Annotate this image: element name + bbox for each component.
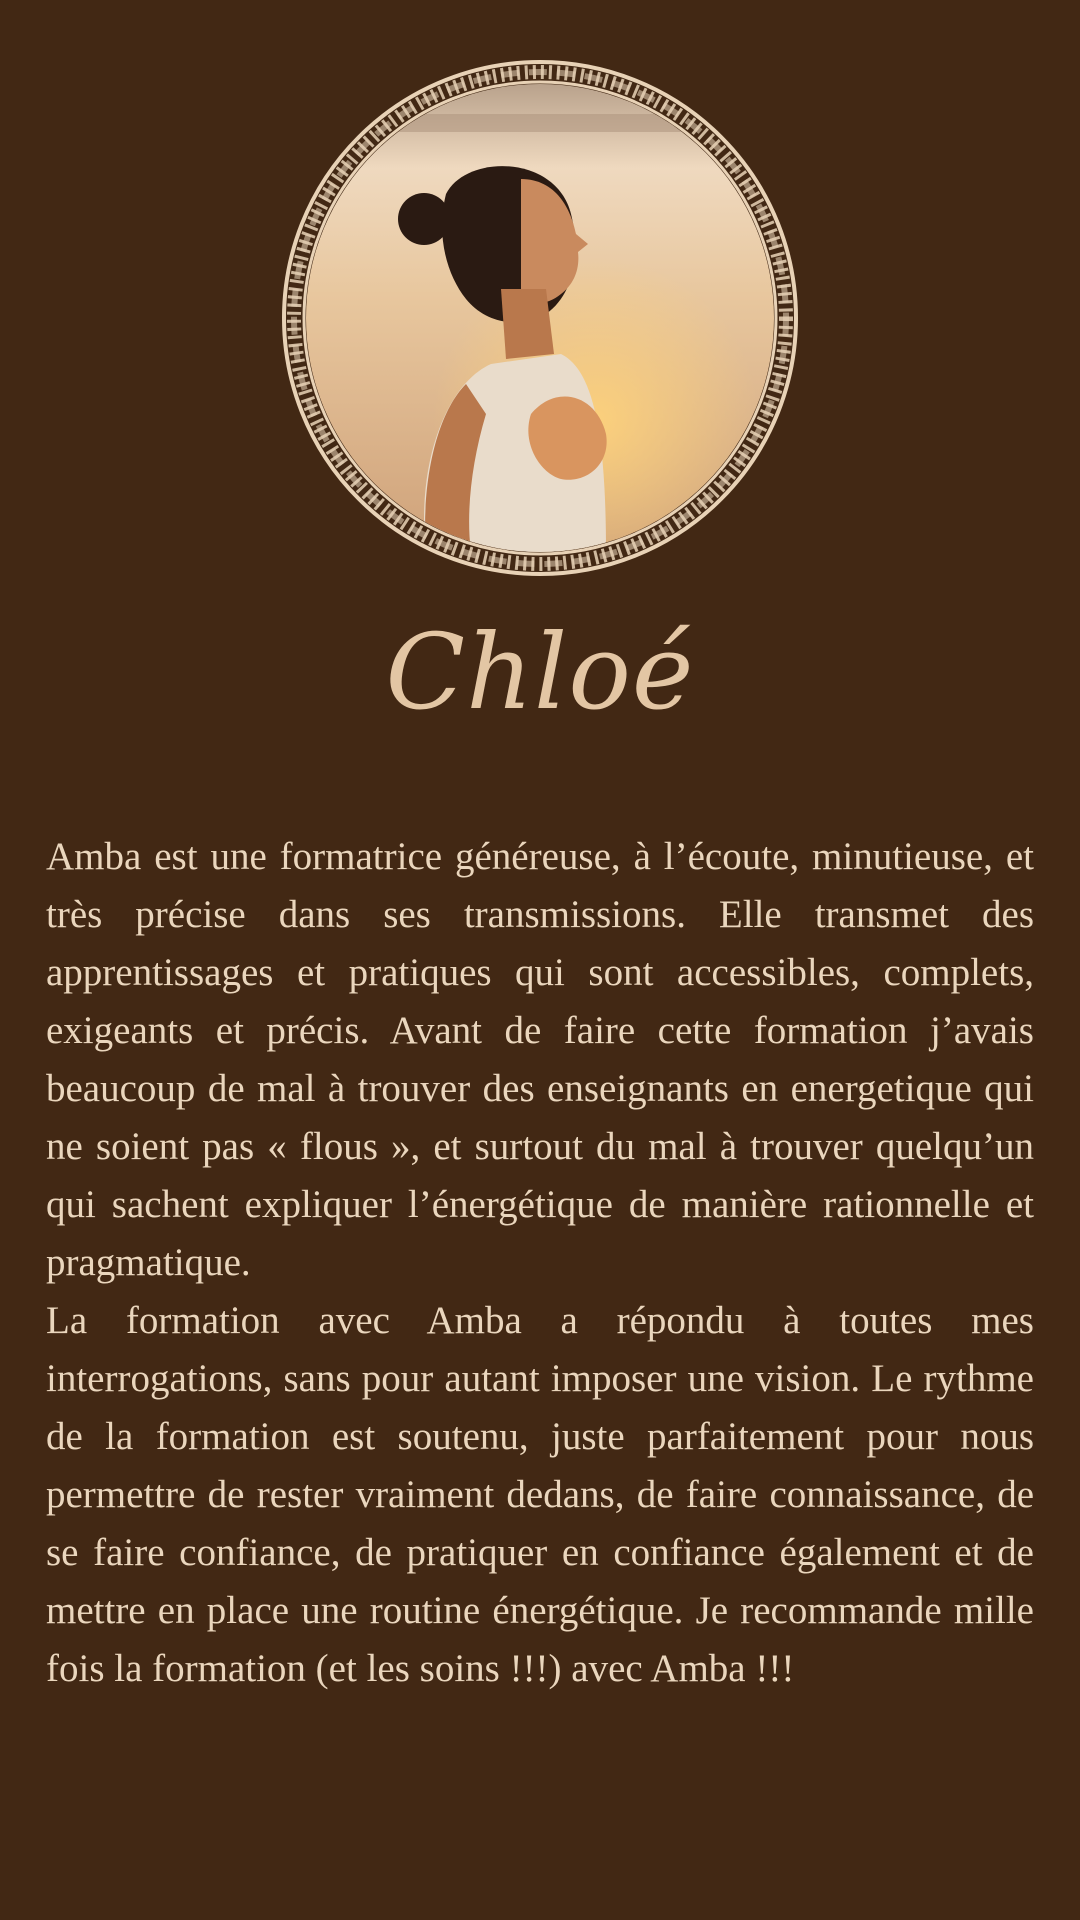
ornamental-frame-icon: [280, 58, 800, 578]
testimonial-text: [46, 828, 1034, 1698]
portrait: [280, 58, 800, 578]
testimonial-paragraph-2: La formation avec Amba a répondu à toutes mes interrogations, sans pour autant imposer une vision. Le rythme de la formation est soutenu, juste parfaitement pour nous permettre de rester vraiment dedans, de faire connaissance, de se faire confiance, de pratiquer en confiance également et de mettre en place une routine énergétique. Je recommande mille fois la formation (et les soins !!!) avec Amba !!!: [46, 1299, 1034, 1690]
person-name: Chloé: [385, 611, 695, 733]
testimonial-paragraph-1: Amba est une formatrice généreuse, à l’écoute, minutieuse, et très précise dans ses transmissions. Elle transmet des apprentissages et pratiques qui sont accessibles, complets, exigeants et précis. Avant de faire cette formation j’avais beaucoup de mal à trouver des enseignants en energetique qui ne soient pas « flous », et surtout du mal à trouver quelqu’un qui sachent expliquer l’énergétique de manière rationnelle et pragmatique.: [46, 835, 1034, 1284]
